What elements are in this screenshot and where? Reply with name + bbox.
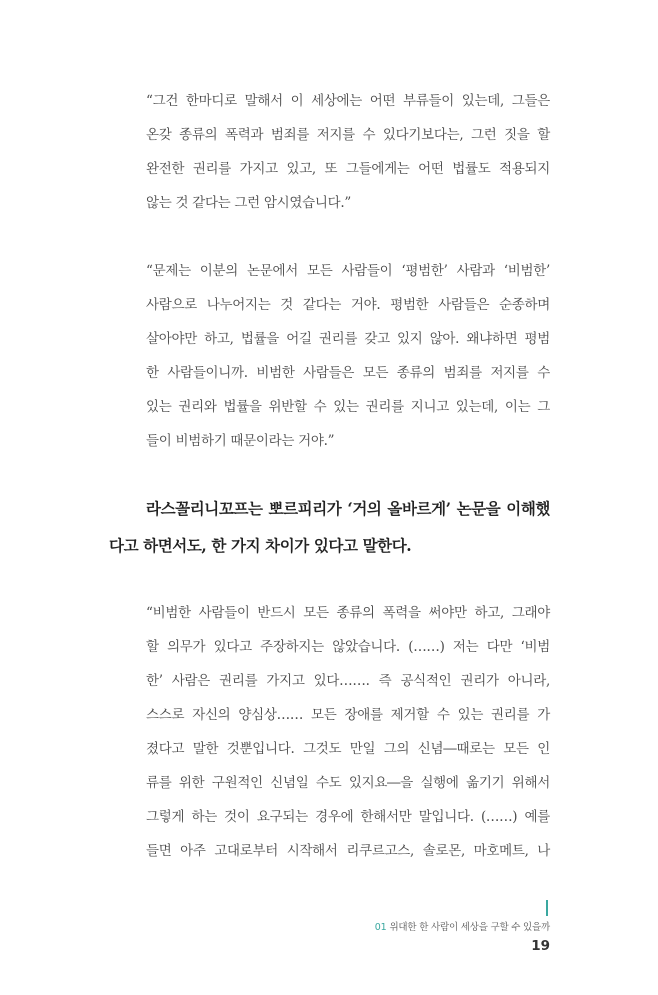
quote-line: 들이 비범하기 때문이라는 거야.”	[146, 433, 335, 449]
quote-line: “문제는 이분의 논문에서 모든 사람들이 ‘평범한’ 사람과 ‘비범한’	[146, 263, 550, 279]
running-head	[375, 919, 550, 933]
quote-line: “비범한 사람들이 반드시 모든 종류의 폭력을 써야만 하고, 그래야	[146, 605, 550, 621]
quote-line: 들면 아주 고대로부터 시작해서 리쿠르고스, 솔로몬, 마호메트, 나	[146, 843, 550, 859]
quote-line: 온갖 종류의 폭력과 범죄를 저지를 수 있다기보다는, 그런 짓을 할	[146, 127, 550, 143]
quote-line: 류를 위한 구원적인 신념일 수도 있지요―을 실행에 옮기기 위해서	[146, 775, 550, 791]
quote-line: 않는 것 같다는 그런 암시였습니다.”	[146, 195, 351, 211]
quote-line: 졌다고 말한 것뿐입니다. 그것도 만일 그의 신념―때로는 모든 인	[146, 741, 550, 757]
quote-line: 스스로 자신의 양심상…… 모든 장애를 제거할 수 있는 권리를 가	[146, 707, 550, 723]
quote-line: 그렇게 하는 것이 요구되는 경우에 한해서만 말입니다. (……) 예를	[146, 809, 550, 825]
quote-line: 완전한 권리를 가지고 있고, 또 그들에게는 어떤 법률도 적용되지	[146, 161, 550, 177]
quote-line: 있는 권리와 법률을 위반할 수 있는 권리를 지니고 있는데, 이는 그	[146, 399, 550, 415]
chapter-title: 위대한 한 사람이 세상을 구할 수 있을까	[389, 922, 550, 933]
quote-line: 한 사람들이니까. 비범한 사람들은 모든 종류의 범죄를 저지를 수	[146, 365, 550, 381]
quote-line: 사람으로 나누어지는 것 같다는 거야. 평범한 사람들은 순종하며	[146, 297, 550, 313]
quote-line: “그건 한마디로 말해서 이 세상에는 어떤 부류들이 있는데, 그들은	[146, 93, 550, 109]
footer-accent-bar	[546, 900, 548, 916]
page-number: 19	[531, 938, 550, 954]
quote-line: 살아야만 하고, 법률을 어길 권리를 갖고 있지 않아. 왜냐하면 평범	[146, 331, 550, 347]
quote-line: 한’ 사람은 권리를 가지고 있다……. 즉 공식적인 권리가 아니라,	[146, 673, 550, 689]
body-line: 라스꼴리니꼬프는 뽀르피리가 ‘거의 올바르게’ 논문을 이해했	[146, 499, 550, 518]
chapter-number: 01	[374, 922, 387, 933]
quote-line: 할 의무가 있다고 주장하지는 않았습니다. (……) 저는 다만 ‘비범	[146, 639, 550, 655]
body-line: 다고 하면서도, 한 가지 차이가 있다고 말한다.	[109, 536, 412, 555]
